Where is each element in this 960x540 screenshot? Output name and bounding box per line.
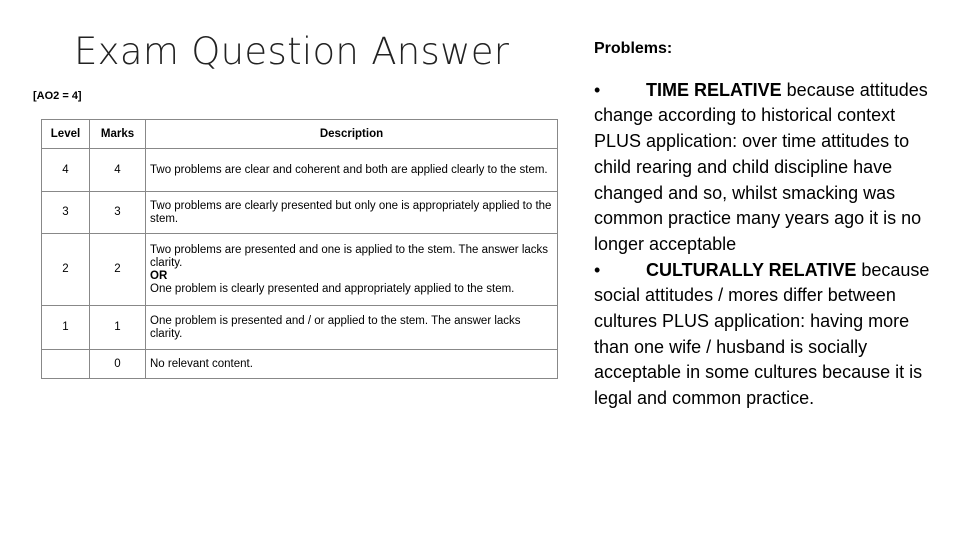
- marks-cell: 4: [90, 149, 146, 192]
- table-row: [42, 192, 558, 234]
- table-header-row: [42, 120, 558, 149]
- marks-cell: 0: [90, 350, 146, 379]
- description-text: No relevant content.: [150, 357, 253, 370]
- description-text: One problem is presented and / or applied to the stem. The answer lacks clarity.: [150, 314, 521, 340]
- description-cell: [146, 306, 558, 350]
- header-marks: Marks: [90, 120, 146, 149]
- table-row: [42, 234, 558, 306]
- table-row: [42, 149, 558, 192]
- description-text: One problem is clearly presented and appropriately applied to the stem.: [150, 282, 515, 295]
- marks-cell: 2: [90, 234, 146, 306]
- header-description: Description: [146, 120, 558, 149]
- problems-heading: Problems:: [594, 40, 673, 57]
- description-text: Two problems are clear and coherent and both are applied clearly to the stem.: [150, 163, 548, 176]
- description-cell: [146, 234, 558, 306]
- header-level: Level: [42, 120, 90, 149]
- problem-point-time-relative: [594, 78, 934, 258]
- description-text: Two problems are presented and one is applied to the stem. The answer lacks clarity.: [150, 243, 549, 269]
- marks-cell: 3: [90, 192, 146, 234]
- description-cell: [146, 149, 558, 192]
- level-cell: 2: [42, 234, 90, 306]
- level-cell: 3: [42, 192, 90, 234]
- problems-panel: [594, 36, 934, 412]
- or-separator: OR: [150, 269, 168, 282]
- description-cell: [146, 192, 558, 234]
- table-row: [42, 306, 558, 350]
- table-row: [42, 350, 558, 379]
- description-cell: [146, 350, 558, 379]
- ao-label: [AO2 = 4]: [33, 90, 82, 102]
- bullet-icon: •: [594, 259, 601, 280]
- level-cell: [42, 350, 90, 379]
- problem-term: CULTURALLY RELATIVE: [646, 259, 857, 280]
- mark-scheme-table: [41, 119, 558, 379]
- marks-cell: 1: [90, 306, 146, 350]
- level-cell: 1: [42, 306, 90, 350]
- slide-title: Exam Question Answer: [74, 30, 510, 73]
- level-cell: 4: [42, 149, 90, 192]
- problem-explanation: because social attitudes / mores differ between cultures PLUS application: having more than one wife / husband is socially acceptable in some cultures because it is legal and common practice.: [594, 259, 930, 409]
- problem-explanation: because attitudes change according to historical context PLUS application: over time attitudes to child rearing and child discipline have changed and so, whilst smacking was common practice many years ago it is no longer acceptable: [594, 79, 928, 254]
- problem-term: TIME RELATIVE: [646, 79, 782, 100]
- problem-point-culturally-relative: [594, 258, 934, 412]
- bullet-icon: •: [594, 79, 601, 100]
- description-text: Two problems are clearly presented but only one is appropriately applied to the stem.: [150, 199, 552, 225]
